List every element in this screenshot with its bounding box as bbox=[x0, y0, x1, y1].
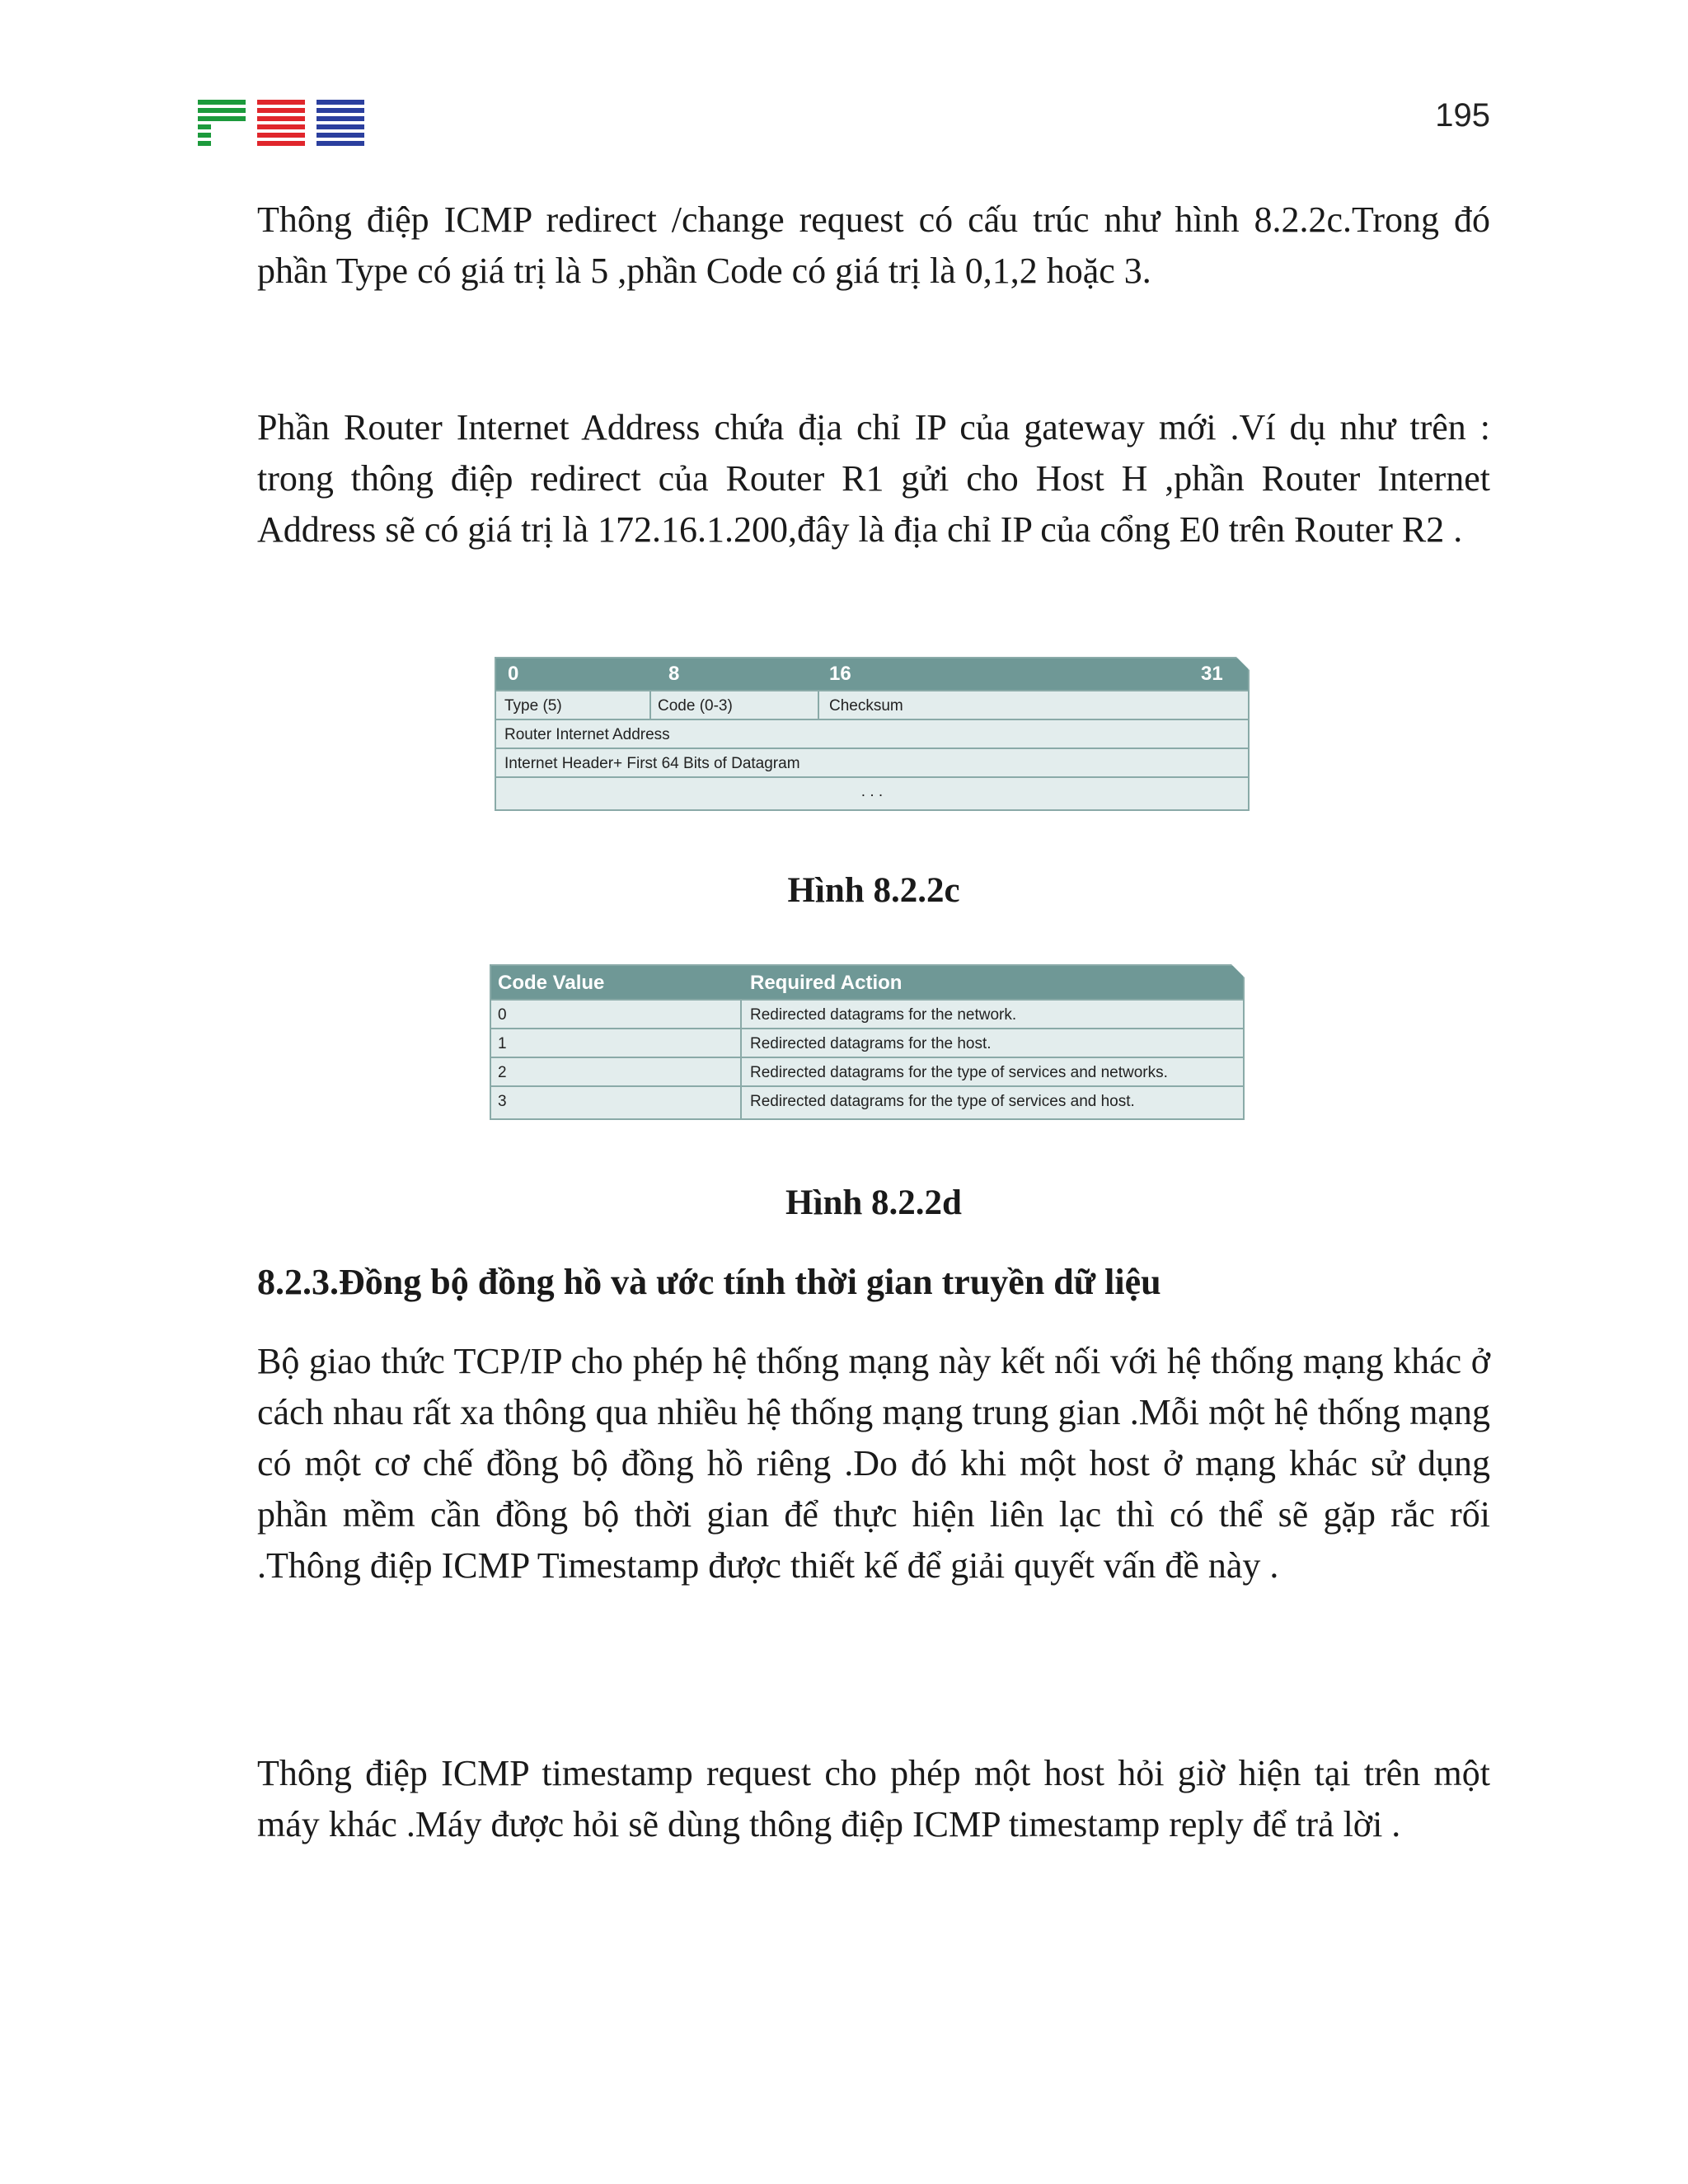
table-header-row bbox=[491, 966, 1243, 999]
figure-icmp-redirect-format bbox=[495, 657, 1250, 811]
field-router-internet-address: Router Internet Address bbox=[504, 726, 670, 743]
header-code-value: Code Value bbox=[498, 972, 605, 994]
required-action-cell: Redirected datagrams for the type of services and host. bbox=[750, 1093, 1135, 1110]
field-ellipsis: . . . bbox=[860, 783, 884, 800]
table-row bbox=[491, 1085, 1243, 1118]
logo-letter-n bbox=[257, 100, 305, 146]
field-internet-header: Internet Header+ First 64 Bits of Datagram bbox=[504, 755, 800, 772]
table-row bbox=[491, 999, 1243, 1029]
code-value-cell: 0 bbox=[498, 1006, 507, 1024]
paragraph-tcpip-clock-sync: Bộ giao thức TCP/IP cho phép hệ thống mạng này kết nối với hệ thống mạng khác ở cách nhau rất xa thông qua nhiều hệ thống mạng trung gian .Mỗi một hệ thống mạng có một cơ chế đồng bộ đồng hồ riêng .Do đó khi một host ở mạng khác sử dụng phần mềm cần đồng bộ thời gian để thực hiện liên lạc thì có thể sẽ gặp rắc rối .Thông điệp ICMP Timestamp được thiết kế để giải quyết vấn đề này . bbox=[257, 1341, 1490, 1586]
code-value-cell: 3 bbox=[498, 1093, 507, 1110]
paragraph-router-internet-address: Phần Router Internet Address chứa địa chỉ IP của gateway mới .Ví dụ như trên : trong thông điệp redirect của Router R1 gửi cho Host H ,phần Router Internet Address sẽ có giá trị là 172.16.1.200,đây là địa chỉ IP của cổng E0 trên Router R2 . bbox=[257, 407, 1490, 550]
header-required-action: Required Action bbox=[750, 972, 903, 994]
page-number: 195 bbox=[1435, 97, 1490, 134]
logo-letter-h bbox=[316, 100, 364, 146]
code-value-cell: 1 bbox=[498, 1035, 507, 1052]
figure-caption-8-2-2c: Hình 8.2.2c bbox=[787, 871, 960, 910]
row-router-internet-address bbox=[496, 719, 1248, 749]
bit-label-8: 8 bbox=[668, 663, 680, 685]
figure-caption-8-2-2d: Hình 8.2.2d bbox=[785, 1183, 962, 1222]
logo-letter-p bbox=[198, 100, 246, 146]
field-code: Code (0-3) bbox=[658, 697, 733, 715]
pnh-logo bbox=[198, 100, 364, 146]
required-action-cell: Redirected datagrams for the type of services and networks. bbox=[750, 1064, 1168, 1081]
paragraph-timestamp-request: Thông điệp ICMP timestamp request cho phép một host hỏi giờ hiện tại trên một máy khác .Máy được hỏi sẽ dùng thông điệp ICMP timestamp reply để trả lời . bbox=[257, 1753, 1490, 1844]
row-internet-header bbox=[496, 748, 1248, 778]
field-type: Type (5) bbox=[504, 697, 562, 715]
bit-label-16: 16 bbox=[829, 663, 851, 685]
row-type-code-checksum bbox=[496, 690, 1248, 720]
figure-code-value-table bbox=[490, 964, 1245, 1120]
required-action-cell: Redirected datagrams for the host. bbox=[750, 1035, 992, 1052]
bit-label-0: 0 bbox=[508, 663, 519, 685]
table-row bbox=[491, 1028, 1243, 1058]
required-action-cell: Redirected datagrams for the network. bbox=[750, 1006, 1017, 1024]
code-value-cell: 2 bbox=[498, 1064, 507, 1081]
section-heading-8-2-3: 8.2.3.Đồng bộ đồng hồ và ước tính thời gian truyền dữ liệu bbox=[257, 1262, 1161, 1302]
paragraph-icmp-redirect-structure: Thông điệp ICMP redirect /change request có cấu trúc như hình 8.2.2c.Trong đó phần Type có giá trị là 5 ,phần Code có giá trị là 0,1,2 hoặc 3. bbox=[257, 199, 1490, 291]
row-ellipsis bbox=[496, 776, 1248, 809]
field-checksum: Checksum bbox=[829, 697, 903, 715]
table-row bbox=[491, 1057, 1243, 1087]
bit-header-row bbox=[496, 658, 1248, 690]
bit-label-31: 31 bbox=[1201, 663, 1223, 685]
